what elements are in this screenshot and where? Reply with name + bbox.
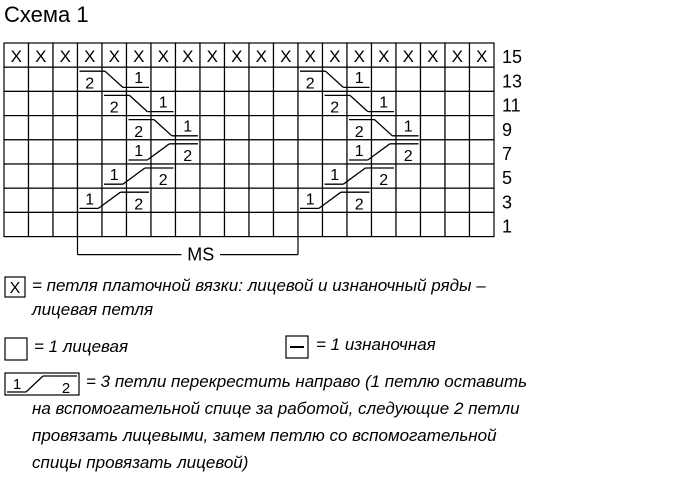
grid-cell — [470, 116, 495, 140]
row-number: 15 — [502, 47, 523, 68]
grid-cell — [274, 116, 299, 140]
x-stitch: X — [353, 47, 365, 67]
grid-cell — [249, 212, 274, 236]
legend-cross-line4: спицы провязать лицевой) — [32, 453, 249, 472]
grid-cell — [29, 212, 54, 236]
grid-cell — [249, 91, 274, 115]
grid-cell — [421, 140, 446, 164]
cable-digit: 1 — [403, 118, 413, 136]
x-stitch: X — [476, 47, 488, 67]
grid-cell — [396, 188, 421, 212]
grid-cell — [53, 140, 78, 164]
cable-digit: 1 — [354, 143, 364, 160]
cable-digit: 2 — [379, 172, 389, 190]
cable-digit: 1 — [134, 143, 144, 160]
legend-x-line2: лицевая петля — [32, 300, 154, 319]
row-number: 1 — [502, 216, 513, 237]
cable-digit: 2 — [354, 123, 364, 141]
grid-cell — [249, 67, 274, 91]
grid-cell — [53, 91, 78, 115]
grid-cell — [470, 91, 495, 115]
grid-cell — [445, 67, 470, 91]
grid-cell — [4, 91, 29, 115]
chart-title: Схема 1 — [4, 2, 89, 27]
grid-cell — [225, 91, 250, 115]
legend-x-line1: = петля платочной вязки: лицевой и изнаночный ряды – — [32, 276, 486, 295]
grid-cell — [29, 188, 54, 212]
x-stitch: X — [378, 47, 390, 67]
x-stitch: X — [133, 47, 145, 67]
x-stitch: X — [402, 47, 414, 67]
legend-cross-line3: провязать лицевыми, затем петлю со вспомогательной — [32, 426, 497, 445]
grid-cell — [323, 140, 348, 164]
grid-cell — [176, 188, 201, 212]
x-stitch: X — [84, 47, 96, 67]
x-stitch: X — [451, 47, 463, 67]
grid-cell — [53, 188, 78, 212]
grid-cell — [421, 164, 446, 188]
grid-cell — [200, 67, 225, 91]
cable-digit: 2 — [134, 196, 144, 214]
x-stitch: X — [10, 47, 22, 67]
grid-cell — [4, 116, 29, 140]
row-number: 9 — [502, 119, 513, 140]
x-stitch: X — [157, 47, 169, 67]
x-stitch: X — [304, 47, 316, 67]
cable-digit: 1 — [330, 167, 340, 185]
grid-cell — [151, 212, 176, 236]
cable-digit: 1 — [134, 70, 144, 88]
cable-cross-icon — [4, 372, 80, 396]
cable-digit: 2 — [403, 148, 413, 165]
grid-cell — [347, 212, 372, 236]
cable-digit: 1 — [109, 167, 119, 185]
cable-digit: 2 — [85, 75, 95, 93]
grid-cell — [78, 212, 103, 236]
grid-cell — [102, 140, 127, 164]
row-number: 7 — [502, 144, 513, 164]
grid-cell — [445, 91, 470, 115]
grid-cell — [200, 212, 225, 236]
grid-cell — [445, 140, 470, 164]
row-number: 3 — [502, 192, 513, 213]
row-number: 13 — [502, 71, 523, 92]
row-number: 5 — [502, 168, 513, 189]
grid-cell — [200, 116, 225, 140]
x-stitch: X — [35, 47, 47, 67]
grid-cell — [176, 212, 201, 236]
x-stitch: X — [280, 47, 292, 67]
grid-cell — [200, 140, 225, 164]
cable-digit: 2 — [354, 196, 364, 214]
grid-cell — [421, 67, 446, 91]
cable-digit: 2 — [183, 148, 193, 165]
x-stitch: X — [427, 47, 439, 67]
grid-cell — [445, 116, 470, 140]
grid-cell — [78, 116, 103, 140]
grid-cell — [274, 188, 299, 212]
grid-cell — [298, 140, 323, 164]
grid-cell — [323, 212, 348, 236]
grid-cell — [274, 91, 299, 115]
cable-digit: 2 — [330, 99, 340, 117]
grid-cell — [200, 164, 225, 188]
grid-cell — [102, 116, 127, 140]
grid-cell — [53, 212, 78, 236]
x-stitch: X — [108, 47, 120, 67]
grid-cell — [4, 164, 29, 188]
grid-cell — [249, 116, 274, 140]
grid-cell — [4, 188, 29, 212]
legend-cross-line2: на вспомогательной спице за работой, следующие 2 петли — [32, 399, 520, 418]
cable-digit: 2 — [158, 172, 168, 190]
grid-cell — [396, 91, 421, 115]
grid-cell — [78, 140, 103, 164]
svg-text:2: 2 — [61, 380, 71, 396]
grid-cell — [249, 164, 274, 188]
grid-cell — [298, 116, 323, 140]
grid-cell — [298, 212, 323, 236]
grid-cell — [445, 188, 470, 212]
grid-cell — [445, 164, 470, 188]
grid-cell — [445, 212, 470, 236]
x-stitch: X — [231, 47, 243, 67]
grid-cell — [4, 140, 29, 164]
grid-cell — [225, 116, 250, 140]
grid-cell — [4, 212, 29, 236]
legend-cross-line1: = 3 петли перекрестить направо (1 петлю оставить — [86, 372, 528, 391]
grid-cell — [127, 212, 152, 236]
grid-cell — [200, 188, 225, 212]
grid-cell — [249, 188, 274, 212]
cable-digit: 1 — [354, 70, 364, 88]
cable-digit: 1 — [85, 191, 95, 209]
cable-digit: 1 — [305, 191, 315, 209]
grid-cell — [372, 67, 397, 91]
grid-cell — [151, 67, 176, 91]
grid-cell — [396, 67, 421, 91]
grid-cell — [225, 67, 250, 91]
grid-cell — [225, 188, 250, 212]
grid-cell — [225, 140, 250, 164]
grid-cell — [29, 91, 54, 115]
x-symbol-icon — [4, 276, 26, 298]
grid-cell — [372, 212, 397, 236]
grid-cell — [29, 164, 54, 188]
cable-digit: 2 — [305, 75, 315, 93]
grid-cell — [53, 116, 78, 140]
x-stitch: X — [206, 47, 218, 67]
grid-cell — [29, 140, 54, 164]
grid-cell — [176, 67, 201, 91]
cable-digit: 1 — [158, 94, 168, 112]
svg-text:1: 1 — [12, 376, 22, 393]
grid-cell — [396, 212, 421, 236]
grid-cell — [421, 212, 446, 236]
x-stitch: X — [255, 47, 267, 67]
cable-digit: 2 — [109, 99, 119, 117]
grid-cell — [249, 140, 274, 164]
grid-cell — [225, 212, 250, 236]
cable-digit: 1 — [183, 118, 193, 136]
grid-cell — [470, 164, 495, 188]
grid-cell — [225, 164, 250, 188]
grid-cell — [298, 91, 323, 115]
knit-stitch-icon — [4, 337, 28, 361]
grid-cell — [274, 212, 299, 236]
legend-purl-text: = 1 изнаночная — [316, 335, 436, 354]
grid-cell — [470, 188, 495, 212]
grid-cell — [29, 116, 54, 140]
grid-cell — [470, 212, 495, 236]
grid-cell — [396, 164, 421, 188]
row-number: 11 — [502, 95, 521, 116]
grid-cell — [274, 140, 299, 164]
grid-cell — [421, 91, 446, 115]
grid-cell — [102, 212, 127, 236]
x-stitch: X — [182, 47, 194, 67]
grid-cell — [274, 164, 299, 188]
purl-stitch-icon — [285, 335, 309, 359]
grid-cell — [53, 67, 78, 91]
grid-cell — [29, 67, 54, 91]
grid-cell — [53, 164, 78, 188]
x-stitch: X — [329, 47, 341, 67]
grid-cell — [151, 188, 176, 212]
cable-digit: 1 — [379, 94, 389, 112]
grid-cell — [470, 140, 495, 164]
grid-cell — [78, 164, 103, 188]
grid-cell — [200, 91, 225, 115]
cable-digit: 2 — [134, 123, 144, 141]
grid-cell — [4, 67, 29, 91]
grid-cell — [372, 188, 397, 212]
grid-cell — [176, 164, 201, 188]
grid-cell — [298, 164, 323, 188]
grid-cell — [421, 188, 446, 212]
grid-cell — [323, 116, 348, 140]
svg-text:X: X — [9, 280, 21, 297]
grid-cell — [274, 67, 299, 91]
legend-knit-text: = 1 лицевая — [34, 337, 129, 356]
x-stitch: X — [59, 47, 71, 67]
grid-cell — [78, 91, 103, 115]
grid-cell — [421, 116, 446, 140]
repeat-label: MS — [187, 244, 215, 265]
grid-cell — [470, 67, 495, 91]
grid-cell — [176, 91, 201, 115]
